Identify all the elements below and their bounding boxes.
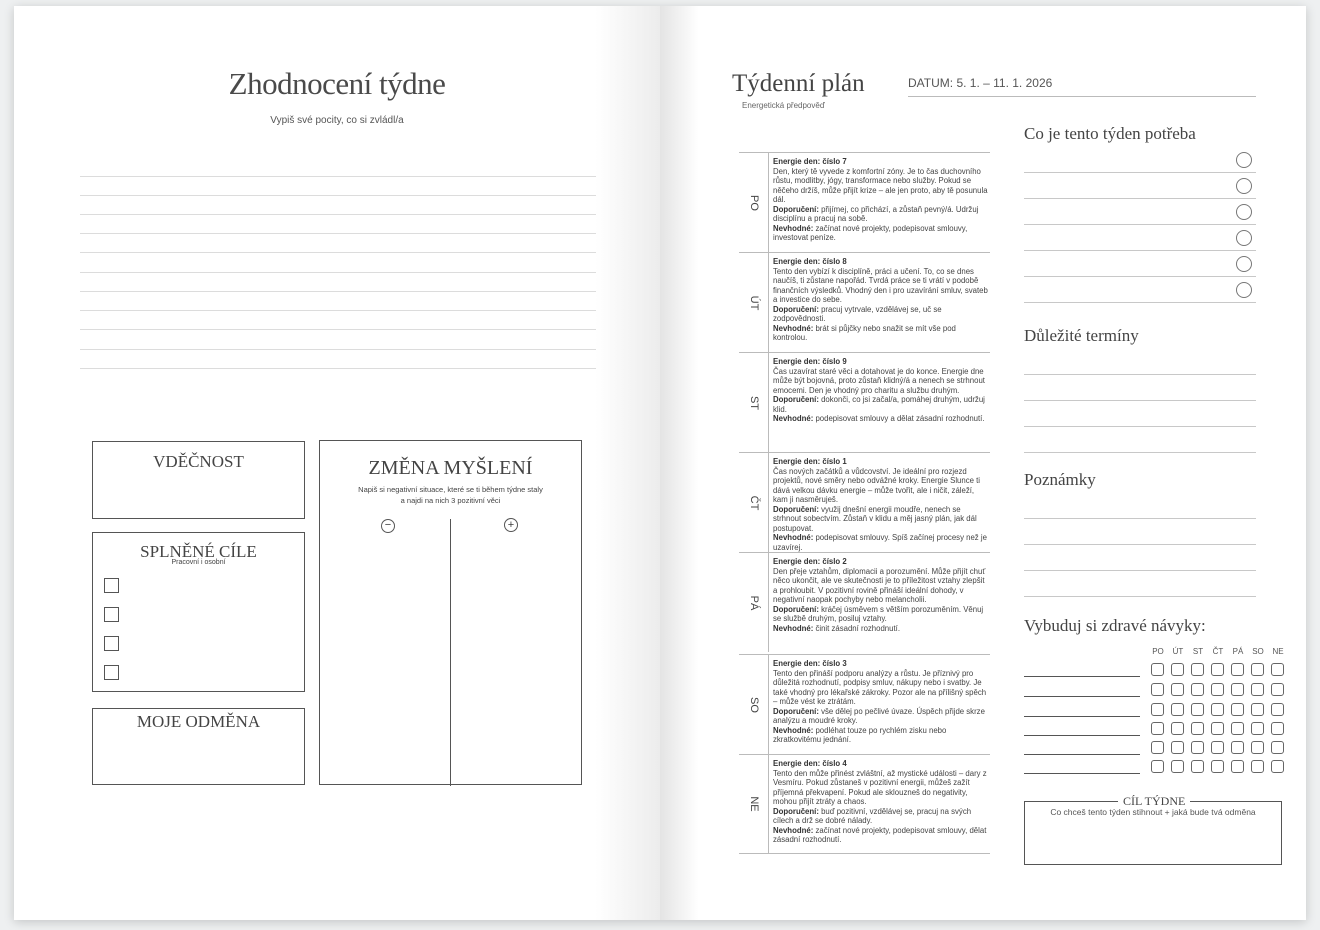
needs-checkbox[interactable] (1236, 230, 1252, 246)
habit-checkbox[interactable] (1251, 722, 1264, 735)
habit-checkbox[interactable] (1251, 683, 1264, 696)
habit-checkbox[interactable] (1151, 703, 1164, 716)
gratitude-title: VDĚČNOST (153, 452, 244, 471)
day-forecast: Energie den: číslo 4 Tento den může přinést zvláštní, až mystické události – dary z Vesmíru. Pokud zůstaneš v pozitivní energii, můžeš zažít příjemná překvapení. Pokud ale sklouzneš do negativity, mohou přijít ztráty a chaos. Doporučení: buď pozitivní, vzdělávej se, pracuj na svých cílech a drž se dobré nálady. Nevhodné: začínat nové projekty, podepisovat smlouvy, dělat zásadní rozhodnutí. (773, 759, 987, 844)
habit-name-line[interactable] (1024, 754, 1140, 755)
goal-checkbox[interactable] (104, 636, 119, 651)
writing-line[interactable] (80, 368, 596, 369)
writing-line[interactable] (80, 252, 596, 253)
day-row-po (739, 152, 990, 252)
habit-checkbox[interactable] (1191, 703, 1204, 716)
habit-checkbox[interactable] (1231, 741, 1244, 754)
plus-icon: + (504, 518, 518, 532)
needs-checkbox[interactable] (1236, 178, 1252, 194)
habit-checkbox[interactable] (1191, 663, 1204, 676)
deadlines-line[interactable] (1024, 452, 1256, 453)
habit-checkbox[interactable] (1191, 722, 1204, 735)
writing-line[interactable] (80, 349, 596, 350)
deadlines-line[interactable] (1024, 426, 1256, 427)
goal-subtitle: Co chceš tento týden stihnout + jaká bude tvá odměna (1050, 807, 1256, 817)
page-title: Týdenní plán (732, 70, 865, 97)
needs-title: Co je tento týden potřeba (1024, 124, 1196, 143)
writing-line[interactable] (80, 310, 596, 311)
habit-checkbox[interactable] (1271, 663, 1284, 676)
habit-day-label: PO (1152, 647, 1164, 656)
habit-checkbox[interactable] (1251, 663, 1264, 676)
deadlines-line[interactable] (1024, 400, 1256, 401)
needs-line[interactable] (1024, 224, 1256, 225)
needs-line[interactable] (1024, 302, 1256, 303)
day-label: PÁ (739, 553, 769, 652)
reward-box[interactable] (92, 708, 305, 785)
deadlines-line[interactable] (1024, 374, 1256, 375)
needs-line[interactable] (1024, 276, 1256, 277)
right-page (660, 6, 1306, 920)
goal-title: CÍL TÝDNE (1118, 794, 1190, 809)
day-row-ct (739, 452, 990, 552)
habit-checkbox[interactable] (1231, 760, 1244, 773)
minus-icon: − (381, 519, 395, 533)
page-title: Zhodnocení týdne (228, 66, 446, 101)
goals-box (92, 532, 305, 692)
habit-checkbox[interactable] (1171, 760, 1184, 773)
day-label: SO (739, 655, 769, 754)
day-row-ne (739, 754, 990, 854)
habit-checkbox[interactable] (1171, 722, 1184, 735)
date-range: DATUM: 5. 1. – 11. 1. 2026 (908, 76, 1053, 90)
notes-line[interactable] (1024, 570, 1256, 571)
habit-checkbox[interactable] (1151, 722, 1164, 735)
habit-day-label: ÚT (1172, 647, 1184, 656)
notes-line[interactable] (1024, 518, 1256, 519)
habit-day-label: SO (1252, 647, 1264, 656)
day-forecast: Energie den: číslo 3 Tento den přináší podporu analýzy a růstu. Je příznivý pro důležitá rozhodnutí, podpisy smluv, nákupy nebo i svatby. Je také vhodný pro lékařské zákroky. Pozor ale na přílišný spěch – může vést ke ztrátám. Doporučení: vše dělej po pečlivé úvaze. Úspěch přijde skrze analýzu a moudré kroky. Nevhodné: podléhat touze po rychlém zisku nebo zkratkovitému jednání. (773, 659, 987, 744)
goal-of-week-box[interactable] (1024, 794, 1282, 865)
habit-checkbox[interactable] (1251, 760, 1264, 773)
needs-checkbox[interactable] (1236, 282, 1252, 298)
writing-line[interactable] (80, 272, 596, 273)
writing-line[interactable] (80, 329, 596, 330)
habit-day-label: PÁ (1232, 647, 1244, 656)
notes-line[interactable] (1024, 596, 1256, 597)
day-label: PO (739, 153, 769, 252)
habit-checkbox[interactable] (1191, 683, 1204, 696)
left-page (14, 6, 660, 920)
habit-name-line[interactable] (1024, 716, 1140, 717)
habit-checkbox[interactable] (1211, 663, 1224, 676)
mindset-subtitle: a najdi na nich 3 pozitivní věci (400, 496, 501, 505)
needs-checkbox[interactable] (1236, 204, 1252, 220)
habit-checkbox[interactable] (1211, 683, 1224, 696)
habit-checkbox[interactable] (1211, 703, 1224, 716)
deadlines-title: Důležité termíny (1024, 326, 1139, 345)
writing-line[interactable] (80, 176, 596, 177)
habit-checkbox[interactable] (1151, 760, 1164, 773)
day-forecast: Energie den: číslo 7 Den, který tě vyvede z komfortní zóny. Je to čas duchovního růstu, modlitby, jógy, transformace nebo služby. Pokud se něčeho držíš, může přijít krize – ale jen proto, aby tě posunula dál. Doporučení: přijímej, co přichází, a zůstaň pevný/á. Udržuj disciplínu a pracuj na sobě. Nevhodné: začínat nové projekty, podepisovat smlouvy, investovat peníze. (773, 157, 988, 242)
habit-checkbox[interactable] (1251, 741, 1264, 754)
day-forecast: Energie den: číslo 1 Čas nových začátků a vůdcovství. Je ideální pro rozjezd projektů, nové směry nebo odvážné kroky. Energie Slunce ti dává velkou dávku energie – může tvořit, ale i ničit, záleží, kam ji nasměruješ. Doporučení: využij dnešní energii moudře, nenech se strhnout sobectvím. Zůstaň v klidu a měj jasný plán, jak dál postupovat. Nevhodné: podepisovat smlouvy. Spíš začínej procesy než je uzavírej. (773, 457, 987, 552)
habit-checkbox[interactable] (1191, 741, 1204, 754)
habit-checkbox[interactable] (1191, 760, 1204, 773)
day-label: ÚT (739, 253, 769, 352)
habit-checkbox[interactable] (1231, 683, 1244, 696)
writing-line[interactable] (80, 195, 596, 196)
goals-subtitle: Pracovní i osobní (171, 559, 226, 566)
writing-line[interactable] (80, 291, 596, 292)
day-row-st (739, 352, 990, 452)
habit-checkbox[interactable] (1151, 683, 1164, 696)
day-forecast: Energie den: číslo 2 Den přeje vztahům, diplomacii a porozumění. Může přijít chuť něco ukončit, ale ve skutečnosti je to příležitost vztahy zlepšit a prohloubit. V pozitivní rovině přináší ideální dohody, v negativní naopak pochyby nebo melancholii. Doporučení: kráčej úsměvem s větším porozuměním. Věnuj se službě druhým, posiluj vztahy. Nevhodné: činit zásadní rozhodnutí. (773, 557, 986, 633)
habit-checkbox[interactable] (1271, 683, 1284, 696)
day-label: ČT (739, 453, 769, 552)
habit-name-line[interactable] (1024, 676, 1140, 677)
habit-checkbox[interactable] (1231, 663, 1244, 676)
needs-checkbox[interactable] (1236, 256, 1252, 272)
page-subtitle: Vypiš své pocity, co si zvládl/a (270, 115, 404, 126)
needs-line[interactable] (1024, 198, 1256, 199)
goal-checkbox[interactable] (104, 578, 119, 593)
notes-title: Poznámky (1024, 470, 1096, 489)
habit-checkbox[interactable] (1171, 741, 1184, 754)
habit-day-label: ČT (1212, 647, 1224, 656)
needs-checkbox[interactable] (1236, 152, 1252, 168)
gratitude-box[interactable] (92, 441, 305, 519)
reward-title: MOJE ODMĚNA (136, 712, 261, 731)
column-divider (450, 519, 451, 786)
day-label: ST (739, 353, 769, 452)
goal-checkbox[interactable] (104, 607, 119, 622)
writing-line[interactable] (80, 233, 596, 234)
goals-title: SPLNĚNÉ CÍLE (140, 542, 257, 561)
habit-checkbox[interactable] (1271, 703, 1284, 716)
date-underline (908, 96, 1256, 97)
goal-checkbox[interactable] (104, 665, 119, 680)
habit-checkbox[interactable] (1211, 741, 1224, 754)
day-row-pa (739, 552, 990, 652)
habit-checkbox[interactable] (1271, 741, 1284, 754)
needs-line[interactable] (1024, 172, 1256, 173)
habit-name-line[interactable] (1024, 773, 1140, 774)
habit-checkbox[interactable] (1151, 663, 1164, 676)
habit-checkbox[interactable] (1151, 741, 1164, 754)
habit-checkbox[interactable] (1271, 760, 1284, 773)
mindset-box (319, 440, 582, 785)
habit-checkbox[interactable] (1171, 663, 1184, 676)
habits-title: Vybuduj si zdravé návyky: (1024, 616, 1206, 635)
habit-checkbox[interactable] (1171, 703, 1184, 716)
page-subtitle: Energetická předpověď (742, 101, 825, 110)
habit-name-line[interactable] (1024, 735, 1140, 736)
notes-line[interactable] (1024, 544, 1256, 545)
habit-checkbox[interactable] (1231, 703, 1244, 716)
mindset-subtitle: Napiš si negativní situace, které se ti během týdne staly (358, 485, 543, 494)
needs-line[interactable] (1024, 250, 1256, 251)
habit-checkbox[interactable] (1171, 683, 1184, 696)
habit-checkbox[interactable] (1211, 722, 1224, 735)
day-row-so (739, 654, 990, 754)
habit-checkbox[interactable] (1231, 722, 1244, 735)
day-row-ut (739, 252, 990, 352)
positive-column[interactable] (458, 541, 576, 779)
habit-name-line[interactable] (1024, 696, 1140, 697)
day-forecast: Energie den: číslo 8 Tento den vybízí k disciplíně, práci a učení. To, co se dnes naučíš, ti zůstane napořád. Tvrdá práce se ti vrátí v podobě finančních výsledků. Vhodný den i pro uzavírání smluv, svateb a investice do sebe. Doporučení: pracuj vytrvale, vzdělávej se, uč se zodpovědnosti. Nevhodné: brát si půjčky nebo snažit se mít vše pod kontrolou. (773, 257, 988, 342)
day-label: NE (739, 755, 769, 853)
mindset-title: ZMĚNA MYŠLENÍ (368, 457, 533, 479)
habit-day-label: NE (1272, 647, 1284, 656)
planner-spread (14, 6, 1306, 920)
day-forecast: Energie den: číslo 9 Čas uzavírat staré věci a dotahovat je do konce. Energie dne může být bojovná, proto zůstaň klidný/á a nenech se strhnout emocemi. Den je vhodný pro charitu a službu druhým. Doporučení: dokonči, co jsi začal/a, pomáhej druhým, udržuj klid. Nevhodné: podepisovat smlouvy a dělat zásadní rozhodnutí. (773, 357, 985, 423)
habit-checkbox[interactable] (1271, 722, 1284, 735)
habit-day-label: ST (1192, 647, 1204, 656)
negative-column[interactable] (328, 541, 443, 779)
writing-line[interactable] (80, 214, 596, 215)
habit-checkbox[interactable] (1251, 703, 1264, 716)
habit-checkbox[interactable] (1211, 760, 1224, 773)
